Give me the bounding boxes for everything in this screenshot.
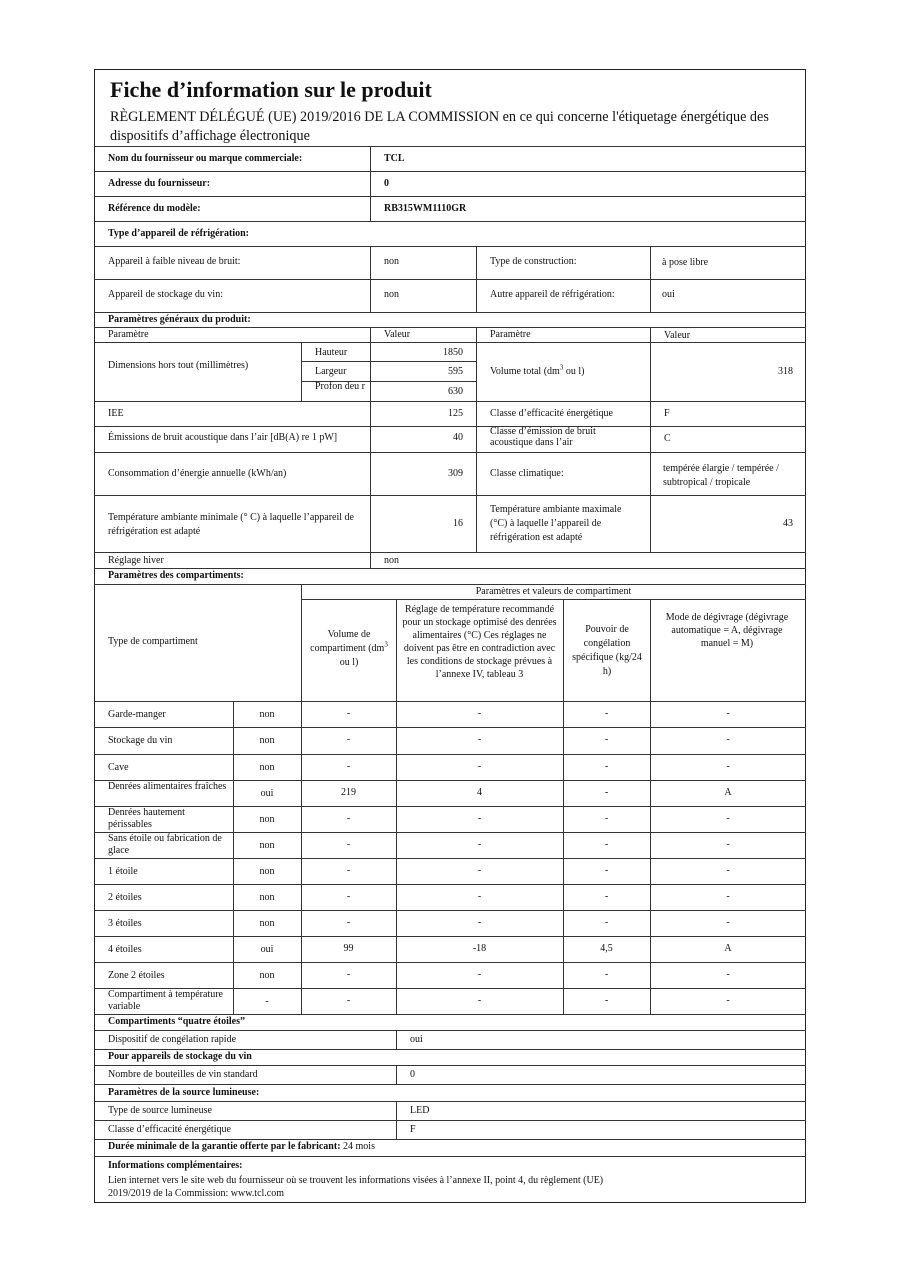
- max-temp-label: Température ambiante maximale (°C) à laquelle l’appareil de réfrigération est adapté: [490, 504, 622, 543]
- rule-line: [476, 246, 477, 312]
- wine-bottles-value: 0: [410, 1069, 415, 1080]
- wine-heading: Pour appareils de stockage du vin: [108, 1051, 252, 1062]
- compartment-temperature: -: [477, 969, 482, 980]
- rule-line: [94, 495, 806, 496]
- rule-line: [94, 327, 806, 328]
- compartment-present: non: [259, 866, 275, 877]
- rule-line: [94, 426, 806, 427]
- compartment-name: 1 étoile: [108, 866, 138, 877]
- climate-class-value: tempérée élargie / tempérée / subtropical / tropicale: [663, 463, 779, 488]
- rule-line: [94, 727, 806, 728]
- rule-line: [94, 1030, 806, 1031]
- rule-line: [650, 327, 651, 552]
- wine-storage-value: non: [384, 289, 399, 300]
- compartment-name: Sans étoile ou fabrication de glace: [108, 833, 222, 856]
- compartment-volume-header: Volume de compartiment ($dm^3$ ou l): [310, 629, 388, 668]
- compartment-present: non: [259, 892, 275, 903]
- compartment-freezing-capacity: -: [604, 995, 609, 1006]
- min-temp-label: Température ambiante minimale (° C) à laquelle l’appareil de réfrigération est adapté: [108, 512, 354, 537]
- compartment-temperature: -: [477, 734, 482, 745]
- compartment-defrost-mode: A: [724, 943, 732, 954]
- compartment-name: 4 étoiles: [108, 944, 142, 955]
- four-star-heading: Compartiments “quatre étoiles”: [108, 1016, 246, 1027]
- compartment-freezing-capacity: -: [604, 917, 609, 928]
- rule-line: [233, 701, 234, 1014]
- compartment-present: -: [265, 996, 269, 1007]
- supplier-name-label: Nom du fournisseur ou marque commerciale:: [108, 153, 303, 164]
- general-heading: Paramètres généraux du produit:: [108, 314, 251, 325]
- compartment-temperature: -: [477, 995, 482, 1006]
- compartment-freezing-capacity: -: [604, 813, 609, 824]
- rule-line: [94, 196, 806, 197]
- compartment-present: oui: [260, 944, 274, 955]
- compartment-temperature: -: [477, 708, 482, 719]
- compartment-temperature: -: [477, 891, 482, 902]
- width-label: Largeur: [315, 366, 347, 377]
- sheet-header: [94, 69, 806, 146]
- compartment-freezing-capacity: -: [604, 734, 609, 745]
- rule-line: [94, 568, 806, 569]
- rule-line: [94, 1014, 806, 1015]
- page-title: Fiche d’information sur le produit: [110, 77, 432, 102]
- compartment-defrost-mode: -: [726, 761, 730, 772]
- compartment-volume: -: [346, 839, 351, 850]
- compartment-volume: 219: [341, 787, 356, 798]
- compartment-name: Denrées hautement périssables: [108, 807, 185, 830]
- compartment-temperature: -: [477, 761, 482, 772]
- rule-line: [370, 327, 371, 568]
- compartment-volume-header-suffix: ou l): [339, 657, 359, 668]
- construction-label: Type de construction:: [490, 256, 577, 267]
- compartment-volume: -: [346, 891, 351, 902]
- height-label: Hauteur: [315, 347, 348, 358]
- total-volume-value: 318: [778, 366, 793, 377]
- compartment-present: non: [259, 840, 275, 851]
- rule-line: [396, 1101, 397, 1139]
- noise-class-label: Classe d’émission de bruit acoustique dans l’air: [490, 426, 596, 448]
- compartment-freezing-capacity: -: [604, 865, 609, 876]
- compartment-group-header: Paramètres et valeurs de compartiment: [475, 586, 632, 597]
- rule-line: [650, 246, 651, 312]
- other-appliance-value: oui: [662, 289, 675, 300]
- total-volume-label-sup: 3: [559, 363, 564, 372]
- rule-line: [94, 858, 806, 859]
- compartment-freezing-capacity: -: [604, 839, 609, 850]
- rule-line: [94, 754, 806, 755]
- compartment-name: Denrées alimentaires fraîches: [108, 781, 227, 792]
- compartment-present: non: [259, 735, 275, 746]
- compartment-volume: -: [346, 917, 351, 928]
- compartment-volume: 99: [343, 943, 354, 954]
- rule-line: [94, 171, 806, 172]
- compartment-defrost-mode: -: [726, 969, 730, 980]
- rule-line: [301, 342, 302, 401]
- compartment-defrost-mode: A: [724, 787, 732, 798]
- appliance-type-heading: Type d’appareil de réfrigération:: [108, 228, 249, 239]
- compartment-name: Garde-manger: [108, 709, 166, 720]
- param-header: Paramètre: [108, 329, 149, 340]
- rule-line: [94, 1139, 806, 1140]
- total-volume-label: Volume total ($dm^3$ ou l): [490, 363, 585, 377]
- noise-emission-value: 40: [453, 432, 463, 443]
- compartment-present: oui: [260, 788, 274, 799]
- defrost-mode-header: Mode de dégivrage (dégivrage automatique = A, dégivrage manuel = M): [665, 612, 789, 649]
- total-volume-label-suffix: ou l): [563, 366, 585, 377]
- warranty-value: 24 mois: [340, 1141, 375, 1152]
- compartment-volume: -: [346, 813, 351, 824]
- rule-line: [94, 1084, 806, 1085]
- compartment-volume: -: [346, 761, 351, 772]
- eei-value: 125: [448, 408, 463, 419]
- rule-line: [94, 246, 806, 247]
- winter-setting-label: Réglage hiver: [108, 555, 164, 566]
- compartment-volume: -: [346, 734, 351, 745]
- additional-info-heading: Informations complémentaires:: [108, 1160, 243, 1171]
- compartment-temperature: -: [477, 839, 482, 850]
- light-class-label: Classe d’efficacité énergétique: [108, 1124, 231, 1135]
- rule-line: [370, 246, 371, 312]
- rule-line: [94, 342, 806, 343]
- compartment-name: Zone 2 étoiles: [108, 970, 165, 981]
- compartment-type-header: Type de compartiment: [108, 636, 198, 647]
- energy-class-label: Classe d’efficacité énergétique: [490, 408, 613, 419]
- compartment-defrost-mode: -: [726, 734, 730, 745]
- rule-line: [94, 1065, 806, 1066]
- regulation-subtitle: RÈGLEMENT DÉLÉGUÉ (UE) 2019/2016 DE LA COMMISSION en ce qui concerne l'étiquetage énergétique des dispositifs d’affichage électronique: [110, 109, 769, 144]
- rule-line: [94, 1120, 806, 1121]
- fast-freeze-label: Dispositif de congélation rapide: [108, 1034, 237, 1045]
- compartment-defrost-mode: -: [726, 813, 730, 824]
- min-temp-value: 16: [453, 518, 463, 529]
- supplier-address-value: 0: [384, 178, 389, 189]
- rule-line: [396, 1065, 397, 1084]
- compartment-present: non: [259, 709, 275, 720]
- compartment-volume: -: [346, 865, 351, 876]
- compartment-name: Stockage du vin: [108, 735, 173, 746]
- depth-value: 630: [448, 386, 463, 397]
- value-header-2: Valeur: [664, 330, 691, 341]
- compartment-name: Cave: [108, 762, 129, 773]
- supplier-name-value: TCL: [384, 153, 405, 164]
- compartment-name: Compartiment à température variable: [108, 989, 223, 1012]
- construction-value: à pose libre: [662, 257, 709, 268]
- rule-line: [94, 884, 806, 885]
- annual-energy-label: Consommation d’énergie annuelle (kWh/an): [108, 468, 287, 479]
- temperature-setting-header: Réglage de température recommandé pour un stockage optimisé des denrées alimentaires (°C) Ces réglages ne doivent pas être en contradiction avec les conditions de stockage prévues à l’annexe IV, tableau 3: [402, 604, 557, 680]
- rule-line: [94, 1049, 806, 1050]
- noise-class-value: C: [664, 433, 671, 444]
- compartment-freezing-capacity: -: [604, 761, 609, 772]
- fast-freeze-value: oui: [410, 1034, 423, 1045]
- compartment-temperature: 4: [477, 787, 482, 798]
- wine-storage-label: Appareil de stockage du vin:: [108, 289, 223, 300]
- other-appliance-label: Autre appareil de réfrigération:: [490, 289, 615, 300]
- rule-line: [301, 361, 476, 362]
- compartment-defrost-mode: -: [726, 839, 730, 850]
- value-header: Valeur: [384, 329, 411, 340]
- light-source-type-value: LED: [410, 1105, 430, 1116]
- compartment-freezing-capacity: -: [604, 969, 609, 980]
- light-source-type-label: Type de source lumineuse: [108, 1105, 212, 1116]
- rule-line: [94, 552, 806, 553]
- rule-line: [94, 1156, 806, 1157]
- width-value: 595: [448, 366, 463, 377]
- compartment-temperature: -: [477, 917, 482, 928]
- compartment-freezing-capacity: -: [604, 708, 609, 719]
- noise-emission-label: Émissions de bruit acoustique dans l’air [dB(A) re 1 pW]: [108, 432, 338, 443]
- rule-line: [94, 584, 806, 585]
- climate-class-label: Classe climatique:: [490, 468, 564, 479]
- compartment-name: 3 étoiles: [108, 918, 142, 929]
- rule-line: [370, 146, 371, 221]
- rule-line: [94, 146, 806, 147]
- compartment-volume: -: [346, 995, 351, 1006]
- rule-line: [94, 401, 806, 402]
- eei-label: IEE: [108, 408, 124, 419]
- compartment-freezing-capacity: -: [604, 787, 609, 798]
- compartment-present: non: [259, 814, 275, 825]
- compartment-freezing-capacity: -: [604, 891, 609, 902]
- annual-energy-value: 309: [448, 468, 463, 479]
- max-temp-value: 43: [783, 518, 793, 529]
- light-class-value: F: [410, 1124, 416, 1135]
- depth-label: Profon deu r: [315, 381, 365, 392]
- warranty-label: Durée minimale de la garantie offerte par le fabricant: 24 mois: [108, 1141, 375, 1152]
- energy-class-value: F: [664, 408, 670, 419]
- rule-line: [476, 327, 477, 552]
- rule-line: [94, 701, 806, 702]
- rule-line: [94, 452, 806, 453]
- rule-line: [94, 279, 806, 280]
- model-reference-value: RB315WM1110GR: [384, 203, 467, 214]
- rule-line: [396, 1030, 397, 1049]
- low-noise-label: Appareil à faible niveau de bruit:: [108, 256, 241, 267]
- rule-line: [94, 221, 806, 222]
- compartment-volume-header-sup: 3: [384, 640, 388, 649]
- light-source-heading: Paramètres de la source lumineuse:: [108, 1087, 260, 1098]
- low-noise-value: non: [384, 256, 399, 267]
- dimensions-label: Dimensions hors tout (millimètres): [108, 360, 249, 371]
- compartment-temperature: -: [477, 865, 482, 876]
- compartment-defrost-mode: -: [726, 917, 730, 928]
- compartment-present: non: [259, 762, 275, 773]
- model-reference-label: Référence du modèle:: [108, 203, 201, 214]
- wine-bottles-label: Nombre de bouteilles de vin standard: [108, 1069, 258, 1080]
- rule-line: [94, 962, 806, 963]
- compartment-temperature: -: [477, 813, 482, 824]
- rule-line: [94, 1101, 806, 1102]
- compartment-volume: -: [346, 708, 351, 719]
- compartment-temperature: -18: [472, 943, 487, 954]
- rule-line: [94, 312, 806, 313]
- additional-info-text: Lien internet vers le site web du fournisseur où se trouvent les informations visées à l’annexe II, point 4, du règlement (UE) 2019/2019 de la Commission: www.tcl.com: [108, 1175, 604, 1199]
- compartments-heading: Paramètres des compartiments:: [108, 570, 244, 581]
- supplier-address-label: Adresse du fournisseur:: [108, 178, 211, 189]
- freezing-capacity-header: Pouvoir de congélation spécifique (kg/24 h): [572, 624, 642, 677]
- compartment-present: non: [259, 970, 275, 981]
- param-header-2: Paramètre: [490, 329, 531, 340]
- compartment-volume: -: [346, 969, 351, 980]
- compartment-defrost-mode: -: [726, 891, 730, 902]
- rule-line: [94, 910, 806, 911]
- compartment-present: non: [259, 918, 275, 929]
- rule-line: [301, 599, 806, 600]
- compartment-defrost-mode: -: [726, 865, 730, 876]
- rule-line: [94, 936, 806, 937]
- compartment-name: 2 étoiles: [108, 892, 142, 903]
- winter-setting-value: non: [384, 555, 399, 566]
- compartment-defrost-mode: -: [726, 708, 730, 719]
- height-value: 1850: [443, 347, 463, 358]
- compartment-freezing-capacity: 4,5: [600, 943, 613, 954]
- compartment-defrost-mode: -: [726, 995, 730, 1006]
